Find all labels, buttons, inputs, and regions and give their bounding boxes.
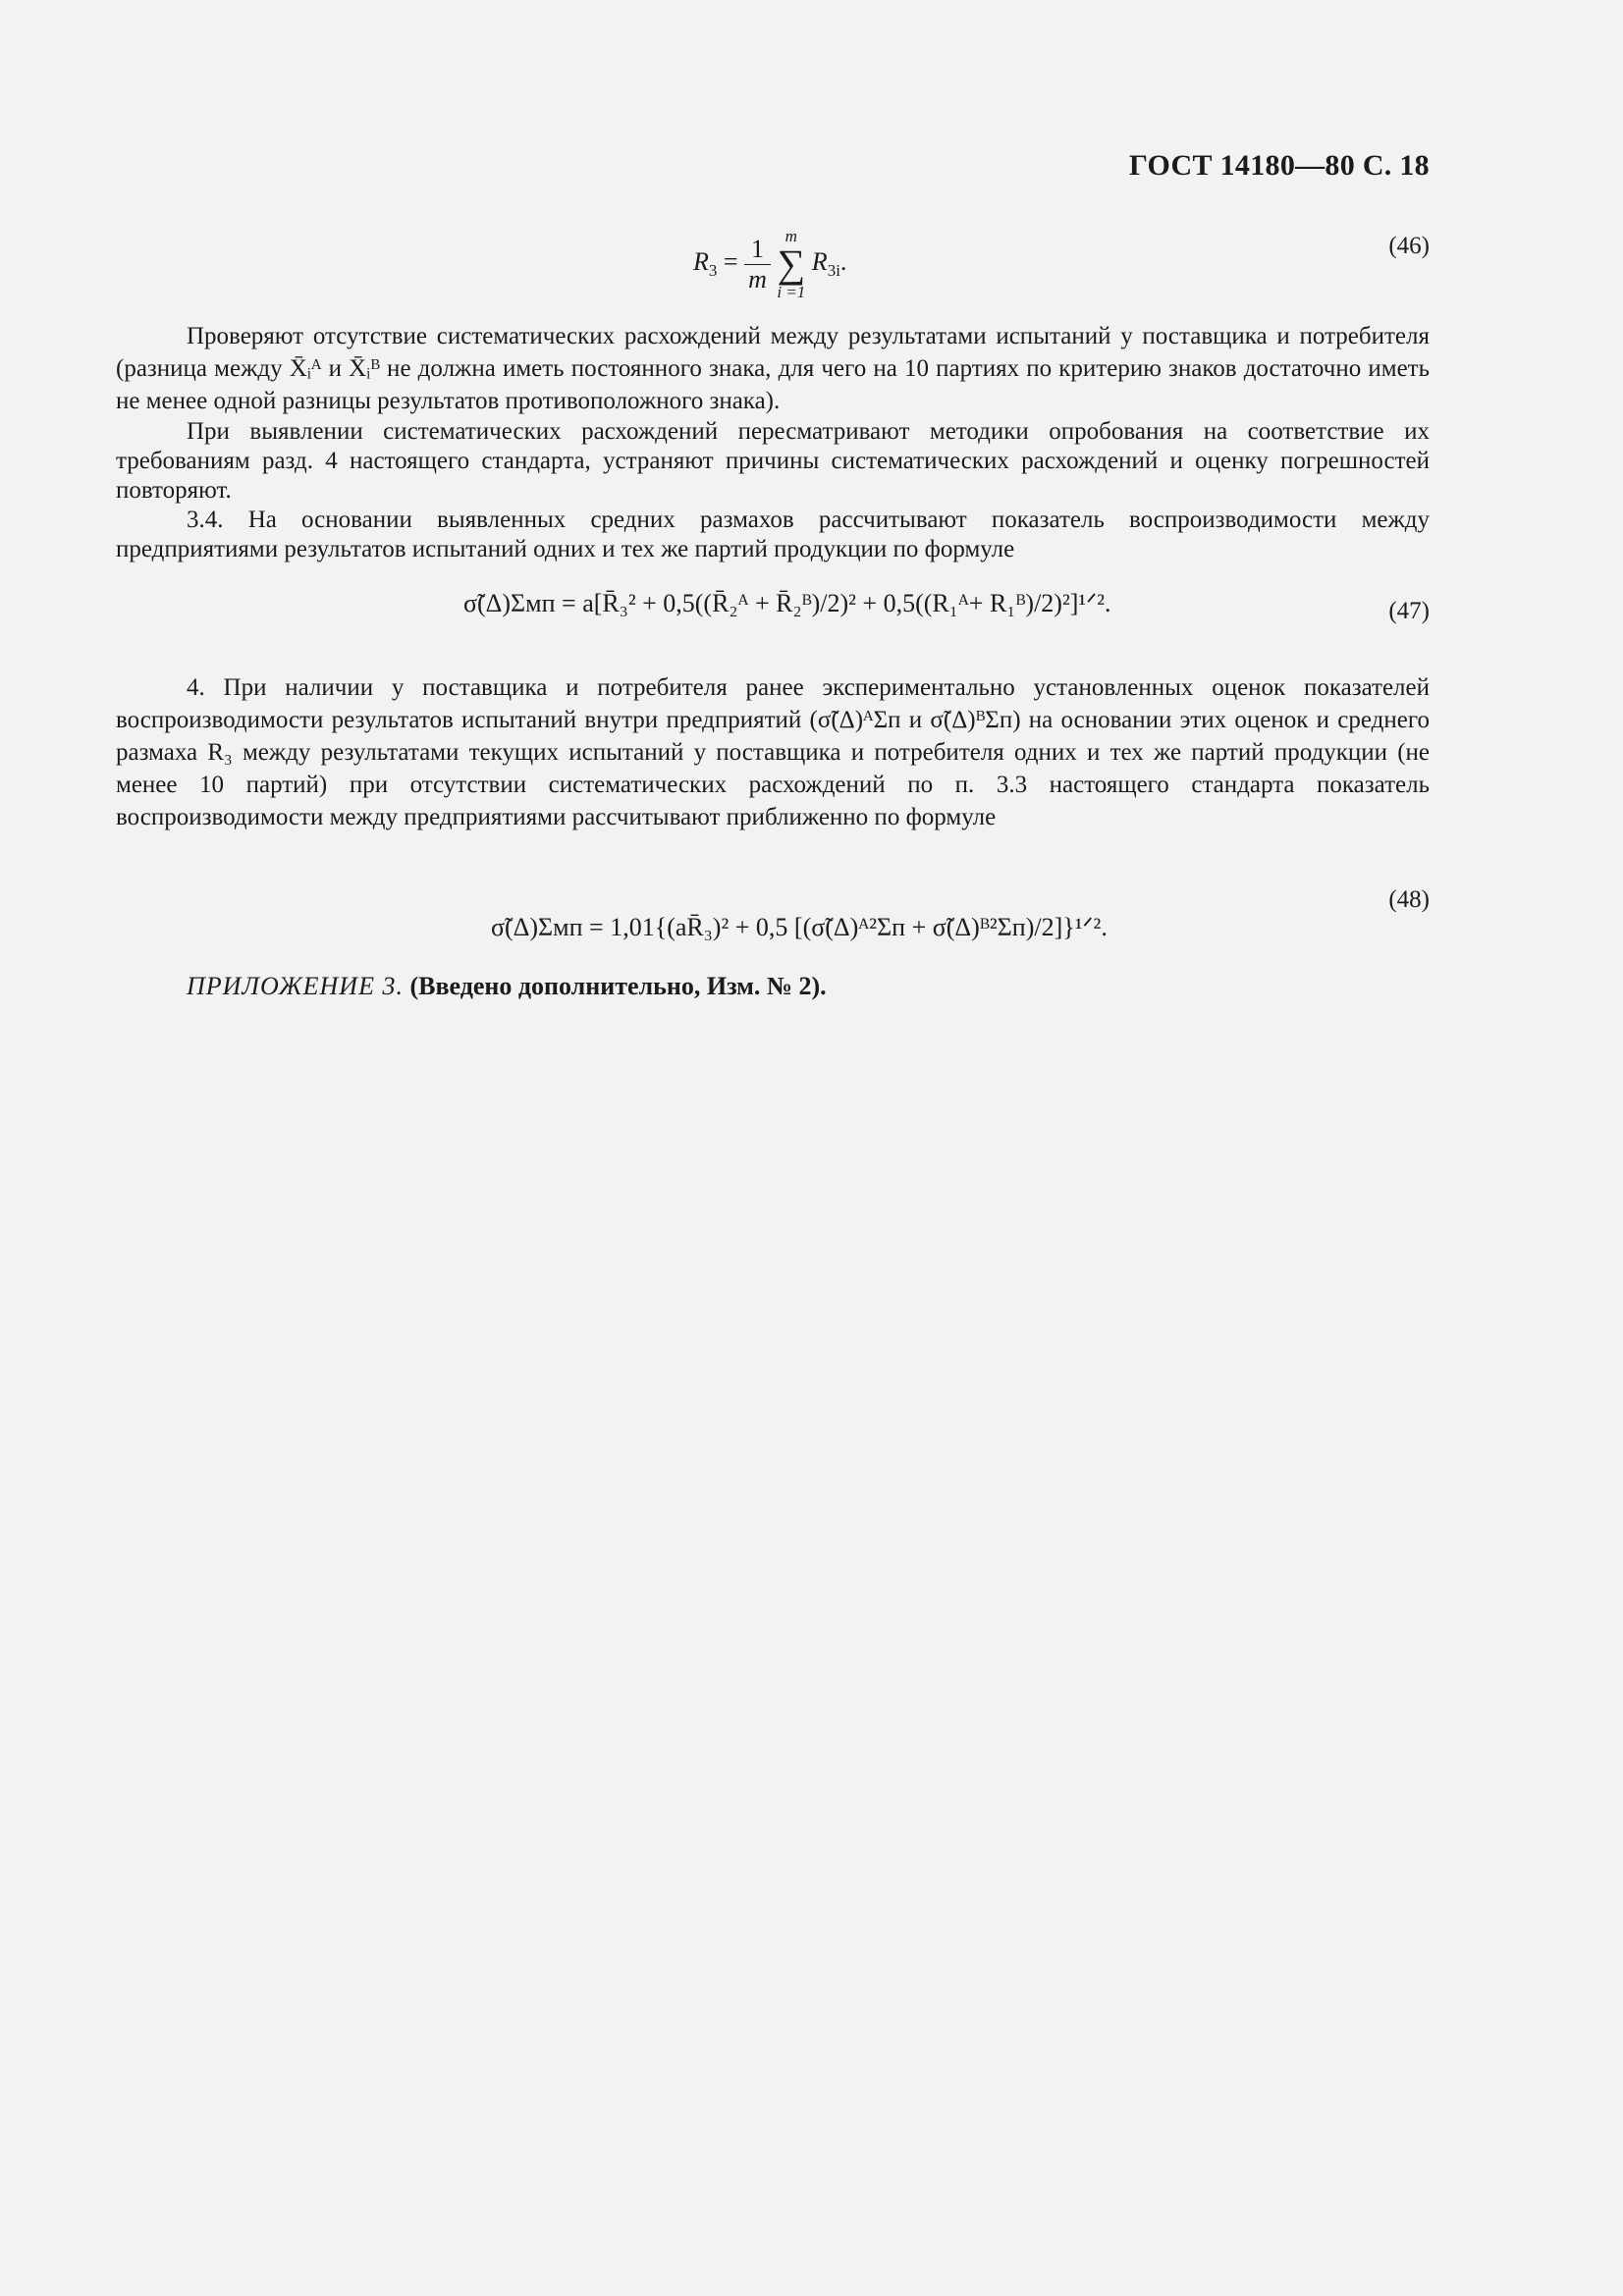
paragraph: 4. При наличии у поставщика и потребителя ранее экспериментально установленных оценок показателей воспроизводимости результатов испытаний внутри предприятий (σ̃(Δ)ᴬΣп и σ̃(Δ)ᴮΣп) на основании этих оценок и среднего размаха R₃ между результатами текущих испытаний у поставщика и потребителя одних и тех же партий продукции (не менее 10 партий) при отсутствии систематических расхождений по п. 3.3 настоящего стандарта показатель воспроизводимости между предприятиями рассчитывают приближенно по формуле	[116, 674, 1430, 830]
body-text-1	[116, 320, 1430, 564]
page-header: ГОСТ 14180—80 С. 18	[1128, 149, 1430, 182]
paragraph: При выявлении систематических расхождений пересматривают методики опробования на соответствие их требованиям разд. 4 настоящего стандарта, устраняют причины систематических расхождений и оценку погрешностей повторяют.	[116, 418, 1430, 504]
body-text-2	[116, 671, 1430, 833]
annex-change-note: (Введено дополнительно, Изм. № 2).	[409, 972, 827, 1000]
equation-48: σ̃(Δ)Σмп = 1,01{(aR̄₃)² + 0,5 [(σ̃(Δ)ᴬ²Σп + σ̃(Δ)ᴮ²Σп)/2]}¹ᐟ².	[491, 913, 1108, 941]
annex-label: ПРИЛОЖЕНИЕ 3.	[187, 972, 404, 1000]
equation-number-46: (46)	[1388, 233, 1430, 259]
equation-number-48: (48)	[1388, 886, 1430, 913]
paragraph: 3.4. На основании выявленных средних размахов рассчитывают показатель воспроизводимости между предприятиями результатов испытаний одних и тех же партий продукции по формуле	[116, 507, 1430, 562]
equation-47: σ̃(Δ)Σмп = a[R̄₃² + 0,5((R̄₂ᴬ + R̄₂ᴮ)/2)² + 0,5((R₁ᴬ+ R₁ᴮ)/2)²]¹ᐟ².	[463, 589, 1111, 617]
annex-note	[187, 972, 827, 1001]
equation-number-47: (47)	[1388, 598, 1430, 624]
equation-46: $R_3$ = $\frac{1}{m}$ m ∑ i =1 $R_{3i}$.	[693, 227, 847, 301]
paragraph: Проверяют отсутствие систематических расхождений между результатами испытаний у поставщика и потребителя (разница между X̄ᵢᴬ и X̄ᵢᴮ не должна иметь постоянного знака, для чего на 10 партиях по критерию знаков достаточно иметь не менее одной разницы результатов противоположного знака).	[116, 323, 1430, 414]
